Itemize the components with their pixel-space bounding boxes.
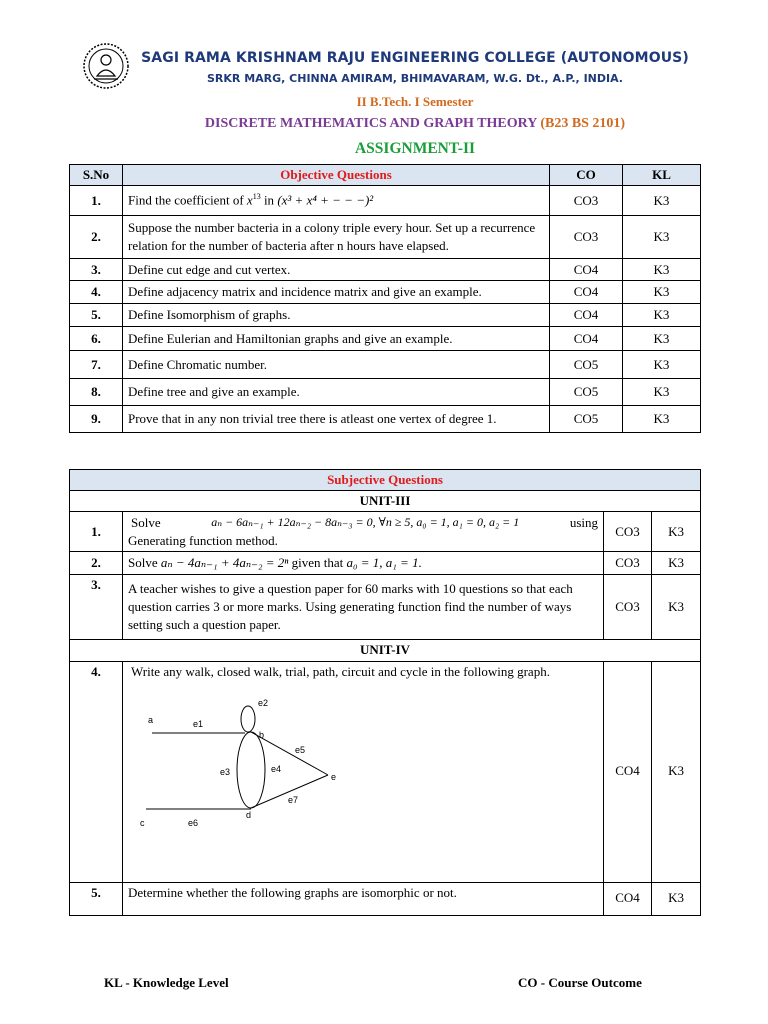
college-name: SAGI RAMA KRISHNAM RAJU ENGINEERING COLLEGE (AUTONOMOUS) bbox=[141, 50, 689, 66]
course-name: DISCRETE MATHEMATICS AND GRAPH THEORY bbox=[204, 116, 537, 131]
edge-e7-label: e7 bbox=[288, 794, 299, 805]
subjective-questions-header: Subjective Questions bbox=[70, 470, 701, 491]
table-row: 3. A teacher wishes to give a question paper for 60 marks with 10 questions so that each question carries 3 or more marks. Using generating function find the number of ways setting such a question paper. CO3 K3 bbox=[70, 575, 701, 640]
table-row: 7. Define Chromatic number. CO5 K3 bbox=[70, 351, 701, 379]
table-row: 4. Write any walk, closed walk, trial, path, circuit and cycle in the following graph. a b c d e e1 e2 e3 e4 e5 e6 e7 CO4 K3 bbox=[70, 661, 701, 882]
kl-header: KL bbox=[623, 165, 701, 186]
question-text: Solve aₙ − 6aₙ₋₁ + 12aₙ₋₂ − 8aₙ₋₃ = 0, ∀n ≥ 5, a₀ = 1, a₁ = 0, a₂ = 1 using Generating function method. bbox=[123, 512, 604, 552]
edge-e5-label: e5 bbox=[295, 744, 306, 755]
question-text: Write any walk, closed walk, trial, path, circuit and cycle in the following graph. bbox=[131, 663, 550, 679]
question-text: Define cut edge and cut vertex. bbox=[123, 259, 550, 281]
table-row: 1. Solve aₙ − 6aₙ₋₁ + 12aₙ₋₂ − 8aₙ₋₃ = 0, ∀n ≥ 5, a₀ = 1, a₁ = 0, a₂ = 1 using Generating function method. CO3 K3 bbox=[70, 512, 701, 552]
question-cell bbox=[123, 661, 604, 882]
unit-iii-heading: UNIT-III bbox=[70, 491, 701, 512]
edge-e3-label: e3 bbox=[220, 766, 231, 777]
question-text: Determine whether the following graphs are isomorphic or not. bbox=[123, 882, 604, 915]
footer-kl-legend: KL - Knowledge Level bbox=[104, 975, 229, 990]
objective-table bbox=[69, 164, 701, 433]
subjective-header-row bbox=[70, 470, 701, 491]
course-title bbox=[130, 116, 700, 132]
vertex-b-label: b bbox=[259, 729, 265, 740]
semester: II B.Tech. I Semester bbox=[356, 94, 474, 109]
college-seal-icon bbox=[82, 42, 130, 90]
edge-e3-e4 bbox=[237, 729, 265, 808]
unit-iv-heading: UNIT-IV bbox=[70, 640, 701, 661]
table-row: 8. Define tree and give an example. CO5 K3 bbox=[70, 379, 701, 406]
edge-e4-label: e4 bbox=[271, 763, 282, 774]
vertex-a-label: a bbox=[148, 714, 154, 725]
objective-questions-header: Objective Questions bbox=[123, 165, 550, 186]
table-row: 6. Define Eulerian and Hamiltonian graphs and give an example. CO4 K3 bbox=[70, 327, 701, 351]
question-text: Define adjacency matrix and incidence matrix and give an example. bbox=[123, 281, 550, 304]
question-text: Solve aₙ − 4aₙ₋₁ + 4aₙ₋₂ = 2ⁿ given that a₀ = 1, a₁ = 1. bbox=[123, 552, 604, 575]
question-text: A teacher wishes to give a question paper for 60 marks with 10 questions so that each question carries 3 or more marks. Using generating function find the number of ways setting such a question paper. bbox=[123, 575, 604, 640]
table-row: 9. Prove that in any non trivial tree there is atleast one vertex of degree 1. CO5 K3 bbox=[70, 406, 701, 433]
vertex-d-label: d bbox=[246, 809, 252, 820]
vertex-e-label: e bbox=[331, 771, 337, 782]
question-text: Define Chromatic number. bbox=[123, 351, 550, 379]
table-row: 4. Define adjacency matrix and incidence matrix and give an example. CO4 K3 bbox=[70, 281, 701, 304]
table-row: 2. Solve aₙ − 4aₙ₋₁ + 4aₙ₋₂ = 2ⁿ given that a₀ = 1, a₁ = 1. CO3 K3 bbox=[70, 552, 701, 575]
graph-figure bbox=[138, 695, 353, 828]
question-text: Define tree and give an example. bbox=[123, 379, 550, 406]
question-text: Suppose the number bacteria in a colony triple every hour. Set up a recurrence relation for the number of bacteria after n hours have elapsed. bbox=[123, 216, 550, 259]
co-header: CO bbox=[550, 165, 623, 186]
question-text: Prove that in any non trivial tree there is atleast one vertex of degree 1. bbox=[123, 406, 550, 433]
assignment-title: ASSIGNMENT-II bbox=[354, 140, 476, 157]
course-code: (B23 BS 2101) bbox=[540, 116, 626, 131]
edge-e2-label: e2 bbox=[258, 697, 269, 708]
unit-iii-row bbox=[70, 491, 701, 512]
edge-e1-label: e1 bbox=[193, 718, 204, 729]
table-row: 5. Define Isomorphism of graphs. CO4 K3 bbox=[70, 304, 701, 327]
question-text: Find the coefficient of $x^{13}$ in (x³ + x⁴ + − − −)² bbox=[123, 186, 550, 216]
footer-co-legend: CO - Course Outcome bbox=[518, 975, 642, 990]
objective-header-row bbox=[70, 165, 701, 186]
subjective-table bbox=[69, 469, 701, 916]
edge-e2 bbox=[241, 706, 255, 732]
sno-header: S.No bbox=[70, 165, 123, 186]
table-row: 3. Define cut edge and cut vertex. CO4 K3 bbox=[70, 259, 701, 281]
table-row: 5. Determine whether the following graphs are isomorphic or not. CO4 K3 bbox=[70, 882, 701, 915]
table-row: 1. Find the coefficient of $x^{13}$ in (x³ + x⁴ + − − −)² CO3 K3 bbox=[70, 186, 701, 216]
vertex-c-label: c bbox=[140, 817, 145, 828]
question-text: Define Isomorphism of graphs. bbox=[123, 304, 550, 327]
question-text: Define Eulerian and Hamiltonian graphs and give an example. bbox=[123, 327, 550, 351]
edge-e6-label: e6 bbox=[188, 817, 199, 828]
table-row: 2. Suppose the number bacteria in a colony triple every hour. Set up a recurrence relation for the number of bacteria after n hours have elapsed. CO3 K3 bbox=[70, 216, 701, 259]
unit-iv-row bbox=[70, 640, 701, 661]
college-address: SRKR MARG, CHINNA AMIRAM, BHIMAVARAM, W.G. Dt., A.P., INDIA. bbox=[207, 72, 623, 85]
